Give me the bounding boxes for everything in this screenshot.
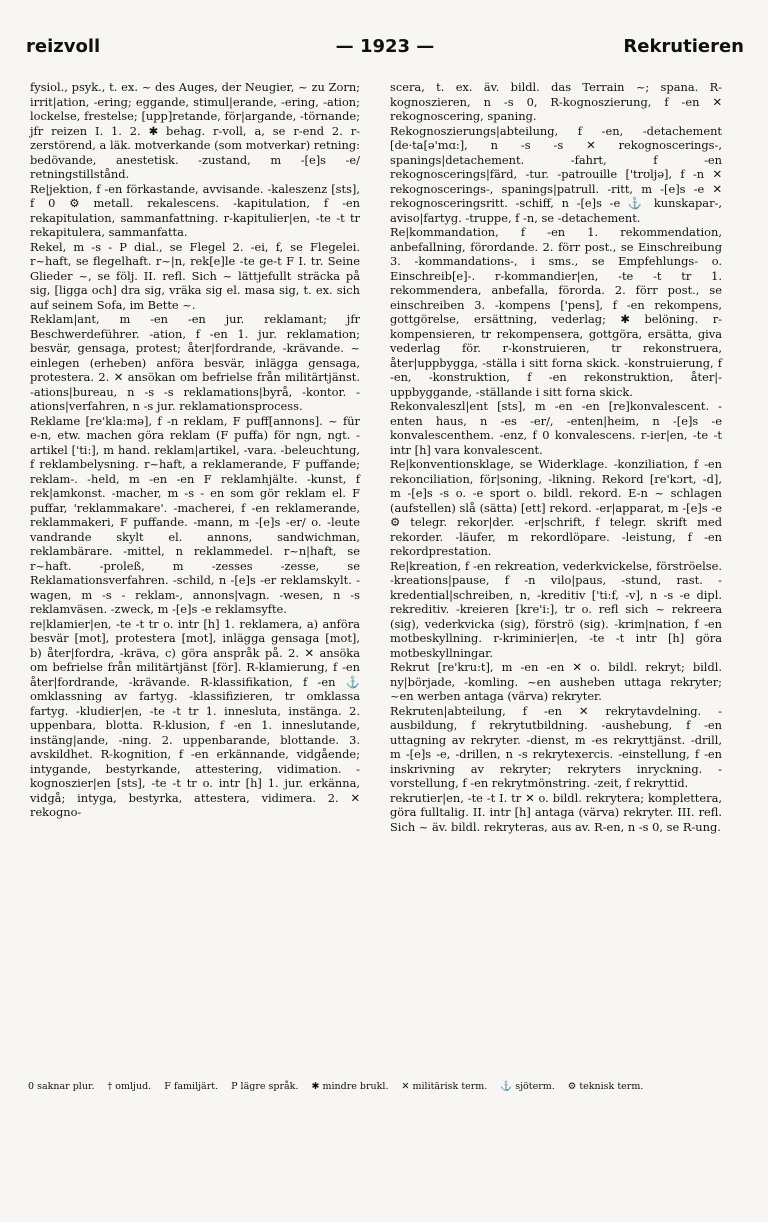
guide-word-left: reizvoll	[26, 36, 101, 57]
legend-item: ✱ mindre brukl.	[311, 1081, 389, 1092]
legend-item: † omljud.	[107, 1081, 152, 1092]
legend-item: ⚓ sjöterm.	[500, 1081, 555, 1092]
dictionary-entry: fysiol., psyk., t. ex. ~ des Auges, der Neugier, ~ zu Zorn; irrit|ation, -ering; eggande, stimul|erande, -ering, -ation; lockelse, frestelse; [upp]retande, för|argande, -törnande; jfr reizen I. 1. 2. ✱ behag. r-voll, a, se r-end 2. r-zerstörend, a läk. motverkande (som motverkar) retning: bedövande, anestetisk. -zustand, m -[e]s -e/ retningstillstånd.	[30, 80, 360, 181]
dictionary-entry: Reklame [re'kla:mə], f -n reklam, F puff[annons]. ~ für e-n, etw. machen göra reklam (F puffa) för ngn, ngt. -artikel ['ti:], m hand. reklam|artikel, -vara. -beleuchtung, f reklambelysning. r~haft, a reklamerande, F puffande; reklam-. -held, m -en -en F reklamhjälte. -kunst, f rek|amkonst. -macher, m -s - en som gör reklam el. F puffar, 'reklammakare'. -macherei, f -en reklamerande, reklammakeri, F puffande. -mann, m -[e]s -er/ o. -leute vandrande skylt el. annons, sandwichman, reklambärare. -mittel, n reklammedel. r~n|haft, se r~haft. -proleß, m -zesses -zesse, se Reklamationsverfahren. -schild, n -[e]s -er reklamskylt. -wagen, m -s - reklam-, annons|vagn. -wesen, n -s reklamväsen. -zweck, m -[e]s -e reklamsyfte.	[30, 413, 360, 616]
dictionary-entry: re|klamier|en, -te -t tr o. intr [h] 1. reklamera, a) anföra besvär [mot], protestera [mot], inlägga gensaga [mot], b) åter|fordra, -kräva, c) göra anspråk på. 2. ✕ ansöka om befrielse från militärtjänst [för]. R-klamierung, f -en åter|fordrande, -krävande. R-klassifikation, f -en ⚓ omklassning av fartyg. -klassifizieren, tr omklassa fartyg. -kludier|en, -te -t tr 1. innesluta, instänga. 2. uppenbara, blotta. R-klusion, f -en 1. inneslutande, instäng|ande, -ning. 2. uppenbarande, blottande. 3. avskildhet. R-kognition, f -en erkännande, vidgående; intygande, bestyrkande, attestering, vidimation. -kognoszier|en [sts], -te -t tr o. intr [h] 1. jur. erkänna, vidgå; intyga, bestyrka, attestera, vidimera. 2. ✕ rekogno-	[30, 616, 360, 819]
dictionary-entry: Rekel, m -s - P dial., se Flegel 2. -ei, f, se Flegelei. r~haft, se flegelhaft. r~|n, rek[e]le -te ge-t F I. tr. Seine Glieder ~, se följ. II. refl. Sich ~ lättjefullt sträcka på sig, [ligga och] dra sig, vräka sig el. masa sig, t. ex. sich auf seinem Sofa, im Bette ~.	[30, 239, 360, 312]
dictionary-entry: Re|konventionsklage, se Widerklage. -konziliation, f -en rekonciliation, för|soning, -likning. Rekord [re'kɔrt, -d], m -[e]s -s o. -e sport o. bildl. rekord. E-n ~ schlagen (aufstellen) slå (sätta) [ett] rekord. -er|apparat, m -[e]s -e ⚙ telegr. rekor|der. -er|schrift, f telegr. skrift med rekorder. -läufer, m rekordlöpare. -leistung, f -en rekordprestation.	[390, 457, 722, 558]
dictionary-entry: Rekrut [re'kru:t], m -en -en ✕ o. bildl. rekryt; bildl. ny|började, -komling. ~en ausheben uttaga rekryter; ~en werben antaga (värva) rekryter.	[390, 660, 722, 703]
dictionary-entry: Reklam|ant, m -en -en jur. reklamant; jfr Beschwerdeführer. -ation, f -en 1. jur. reklamation; besvär, gensaga, protest; åter|fordrande, -krävande. ~ einlegen (erheben) anföra besvär, inlägga gensaga, protestera. 2. ✕ ansökan om befrielse från militärtjänst. -ations|bureau, n -s -s reklamations|byrå, -kontor. -ations|verfahren, n -s jur. reklamationsprocess.	[30, 312, 360, 413]
page-header	[26, 36, 744, 66]
legend-item: P lägre språk.	[231, 1081, 299, 1092]
dictionary-entry: Re|kreation, f -en rekreation, vederkvickelse, förströelse. -kreations|pause, f -n vilo|paus, -stund, rast. -kredential|schreiben, n, -kreditiv ['ti:f, -v], n -s -e dipl. rekreditiv. -kreieren [kre'i:], tr o. refl sich ~ rekreera (sig), vederkvicka (sig), förströ (sig). -krim|nation, f -en motbeskyllning. r-kriminier|en, -te -t intr [h] göra motbeskyllningar.	[390, 558, 722, 660]
legend-item: ✕ militärisk term.	[401, 1081, 488, 1092]
legend-item: 0 saknar plur.	[28, 1081, 95, 1092]
dictionary-entry: scera, t. ex. äv. bildl. das Terrain ~; spana. R-kognoszieren, n -s 0, R-kognoszierung, f -en ✕ rekognoscering, spaning.	[390, 80, 722, 123]
dictionary-entry: Re|jektion, f -en förkastande, avvisande. -kaleszenz [sts], f 0 ⚙ metall. rekalescens. -kapitulation, f -en rekapitulation, sammanfattning. r-kapitulier|en, -te -t tr rekapitulera, sammanfatta.	[30, 181, 360, 239]
right-column	[390, 80, 722, 834]
left-column	[30, 80, 360, 820]
legend-item: ⚙ teknisk term.	[567, 1081, 644, 1092]
guide-word-right: Rekrutieren	[623, 36, 744, 57]
abbreviation-legend	[28, 1080, 744, 1093]
page-number: — 1923 —	[335, 36, 435, 57]
dictionary-entry: Re|kommandation, f -en 1. rekommendation, anbefallning, förordande. 2. förr post., se Einschreibung 3. -kommandations-, i sms., se Empfehlungs- o. Einschreib[e]-. r-kommandier|en, -te -t tr 1. rekommendera, anbefalla, förorda. 2. förr post., se einschreiben 3. -kompens ['pens], f -en rekompens, gottgörelse, ersättning, vederlag; ✱ belöning. r-kompensieren, tr rekompensera, gottgöra, ersätta, giva vederlag för. r-konstruieren, tr rekonstruera, åter|uppbygga, -ställa i sitt forna skick. -konstruierung, f -en, -konstruktion, f -en rekonstruktion, åter|-uppbyggande, -ställande i sitt forna skick.	[390, 225, 722, 399]
dictionary-entry: rekrutier|en, -te -t I. tr ✕ o. bildl. rekrytera; komplettera, göra fulltalig. II. intr [h] antaga (värva) rekryter. III. refl. Sich ~ äv. bildl. rekryteras, aus av. R-en, n -s 0, se R-ung.	[390, 790, 722, 834]
dictionary-entry: Rekognoszierungs|abteilung, f -en, -detachement [de·ta[ə'mɑ:], n -s -s ✕ rekognoscerings-, spanings|detachement. -fahrt, f -en rekognoscerings|färd, -tur. -patrouille ['trʊljə], f -n ✕ rekognoscerings-, spanings|patrull. -ritt, m -[e]s -e ✕ rekognosceringsritt. -schiff, n -[e]s -e ⚓ kunskapar-, aviso|fartyg. -truppe, f -n, se -detachement.	[390, 123, 722, 225]
legend-item: F familjärt.	[164, 1081, 219, 1092]
dictionary-entry: Rekruten|abteilung, f -en ✕ rekrytavdelning. -ausbildung, f rekrytutbildning. -aushebung, f -en uttagning av rekryter. -dienst, m -es rekryttjänst. -drill, m -[e]s -e, -drillen, n -s rekrytexercis. -einstellung, f -en inskrivning av rekryter; rekryters inryckning. -vorstellung, f -en rekrytmönstring. -zeit, f rekryttid.	[390, 703, 722, 790]
dictionary-entry: Rekonvaleszl|ent [sts], m -en -en [re]konvalescent. -enten haus, n -es -er/, -enten|heim, n -[e]s -e konvalescenthem. -enz, f 0 konvalescens. r-ier|en, -te -t intr [h] vara konvalescent.	[390, 399, 722, 457]
